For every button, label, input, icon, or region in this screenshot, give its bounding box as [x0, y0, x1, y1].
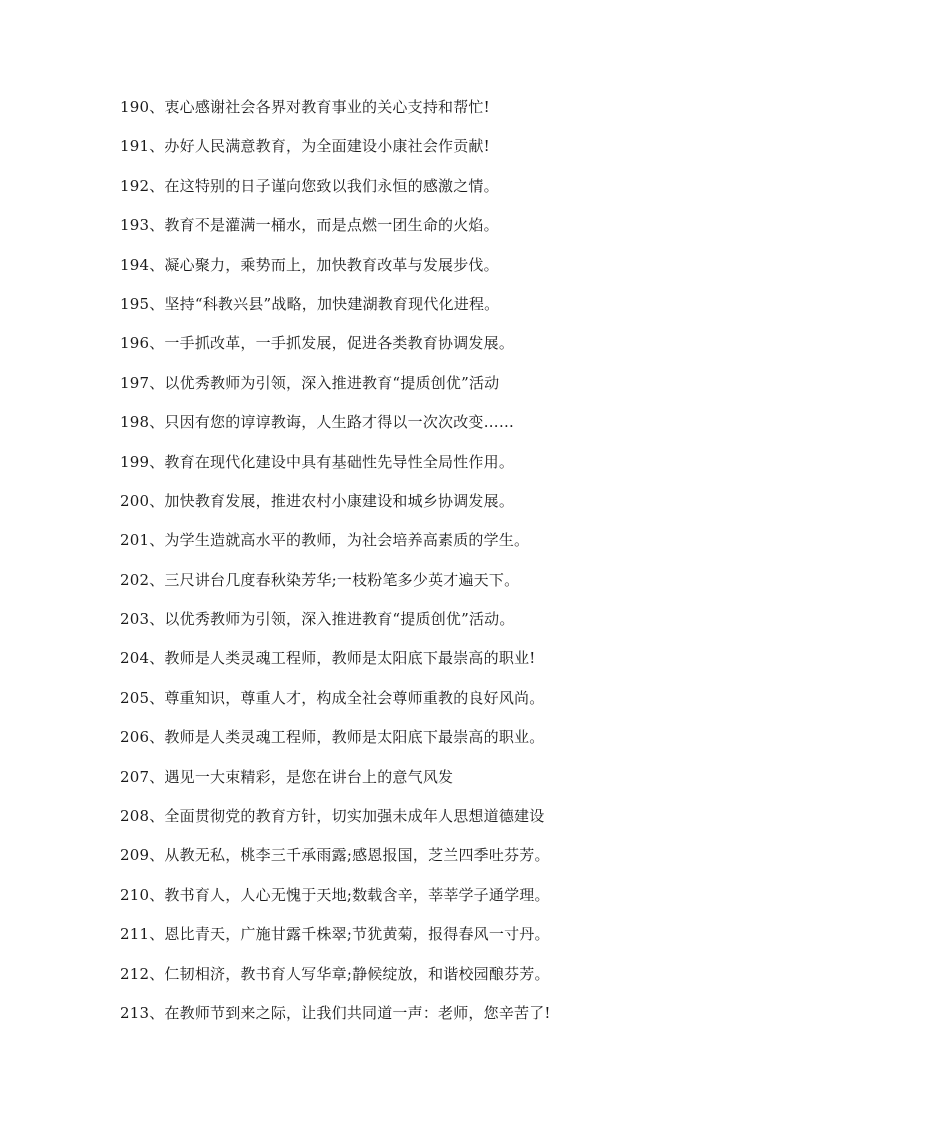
- list-item: 206、教师是人类灵魂工程师，教师是太阳底下最崇高的职业。: [120, 728, 545, 747]
- list-item: 190、衷心感谢社会各界对教育事业的关心支持和帮忙!: [120, 98, 490, 116]
- list-item: 198、只因有您的谆谆教诲，人生路才得以一次次改变……: [120, 413, 515, 432]
- list-item: 211、恩比青天，广施甘露千株翠;节犹黄菊，报得春风一寸丹。: [120, 925, 550, 944]
- list-item: 196、一手抓改革，一手抓发展，促进各类教育协调发展。: [120, 334, 515, 353]
- list-item: 199、教育在现代化建设中具有基础性先导性全局性作用。: [120, 452, 515, 471]
- list-item: 205、尊重知识，尊重人才，构成全社会尊师重教的良好风尚。: [120, 688, 545, 707]
- list-item: 193、教育不是灌满一桶水，而是点燃一团生命的火焰。: [120, 216, 499, 235]
- list-item: 194、凝心聚力，乘势而上，加快教育改革与发展步伐。: [120, 255, 499, 274]
- list-item: 209、从教无私，桃李三千承雨露;感恩报国，芝兰四季吐芬芳。: [120, 846, 550, 865]
- list-item: 208、全面贯彻党的教育方针，切实加强未成年人思想道德建设: [120, 807, 545, 826]
- list-item: 200、加快教育发展，推进农村小康建设和城乡协调发展。: [120, 491, 515, 510]
- list-item: 204、教师是人类灵魂工程师，教师是太阳底下最崇高的职业!: [120, 649, 536, 668]
- list-item: 191、办好人民满意教育，为全面建设小康社会作贡献!: [120, 137, 490, 156]
- list-item: 212、仁韧相济，教书育人写华章;静候绽放，和谐校园酿芬芳。: [120, 964, 550, 983]
- list-item: 203、以优秀教师为引领，深入推进教育“提质创优”活动。: [120, 610, 515, 629]
- list-item: 202、三尺讲台几度春秋染芳华;一枝粉笔多少英才遍天下。: [120, 570, 520, 589]
- list-item: 197、以优秀教师为引领，深入推进教育“提质创优”活动: [120, 373, 500, 392]
- slogan-list: [120, 94, 880, 1039]
- list-item: 213、在教师节到来之际，让我们共同道一声：老师，您辛苦了!: [120, 1003, 551, 1022]
- list-item: 195、坚持“科教兴县”战略，加快建湖教育现代化进程。: [120, 294, 500, 313]
- list-item: 207、遇见一大束精彩，是您在讲台上的意气风发: [120, 767, 454, 786]
- list-item: 210、教书育人，人心无愧于天地;数载含辛，莘莘学子通学理。: [120, 885, 550, 904]
- list-item: 192、在这特别的日子谨向您致以我们永恒的感激之情。: [120, 176, 499, 195]
- list-item: 201、为学生造就高水平的教师，为社会培养高素质的学生。: [120, 531, 530, 550]
